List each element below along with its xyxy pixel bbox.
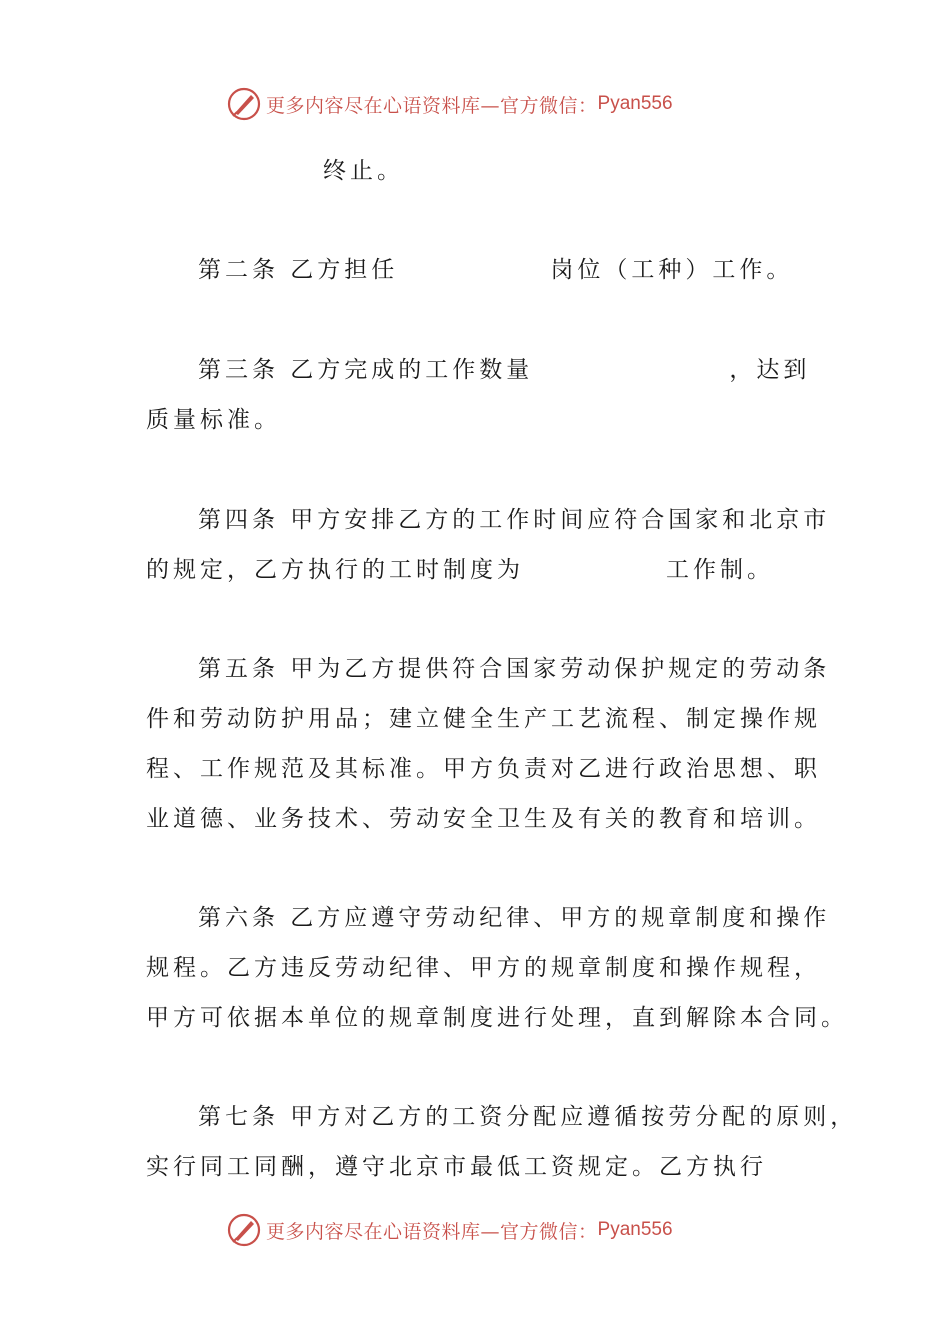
article-7-line-2: 实行同工同酬，遵守北京市最低工资规定。乙方执行	[146, 1154, 767, 1180]
text-line: 终止。	[323, 158, 404, 184]
article-5-line-2: 件和劳动防护用品；建立健全生产工艺流程、制定操作规	[146, 706, 821, 732]
article-3-end: ，达到	[729, 357, 811, 383]
article-2-start: 第二条 乙方担任	[198, 257, 399, 283]
watermark-text: 更多内容尽在心语资料库—官方微信：	[266, 1220, 598, 1243]
article-7-line-1: 第七条 甲方对乙方的工资分配应遵循按劳分配的原则，	[198, 1104, 858, 1130]
article-2-end: 岗位（工种）工作。	[550, 257, 794, 283]
article-4-line-2	[146, 555, 774, 585]
article-5-line-4: 业道德、业务技术、劳动安全卫生及有关的教育和培训。	[146, 806, 821, 832]
article-5-line-3: 程、工作规范及其标准。甲方负责对乙进行政治思想、职	[146, 756, 821, 782]
watermark-text: 更多内容尽在心语资料库—官方微信：	[266, 94, 598, 117]
article-3-start: 第三条 乙方完成的工作数量	[198, 357, 534, 383]
article-3	[198, 355, 810, 385]
watermark-header	[226, 84, 673, 124]
pen-logo-icon	[226, 86, 262, 122]
article-5-line-1: 第五条 甲为乙方提供符合国家劳动保护规定的劳动条	[198, 656, 831, 682]
article-6-line-3: 甲方可依据本单位的规章制度进行处理，直到解除本合同。	[146, 1005, 848, 1031]
article-2	[198, 255, 793, 285]
article-4-start: 的规定，乙方执行的工时制度为	[146, 557, 524, 583]
article-4-end: 工作制。	[666, 557, 774, 583]
article-4-line-1: 第四条 甲方安排乙方的工作时间应符合国家和北京市	[198, 507, 831, 533]
article-6-line-2: 规程。乙方违反劳动纪律、甲方的规章制度和操作规程，	[146, 955, 821, 981]
watermark-wechat-id: Pyan556	[597, 93, 673, 114]
article-6-line-1: 第六条 乙方应遵守劳动纪律、甲方的规章制度和操作	[198, 905, 831, 931]
watermark-footer	[226, 1210, 673, 1250]
pen-logo-icon	[226, 1212, 262, 1248]
text-line: 质量标准。	[146, 407, 281, 433]
watermark-wechat-id: Pyan556	[597, 1219, 673, 1240]
